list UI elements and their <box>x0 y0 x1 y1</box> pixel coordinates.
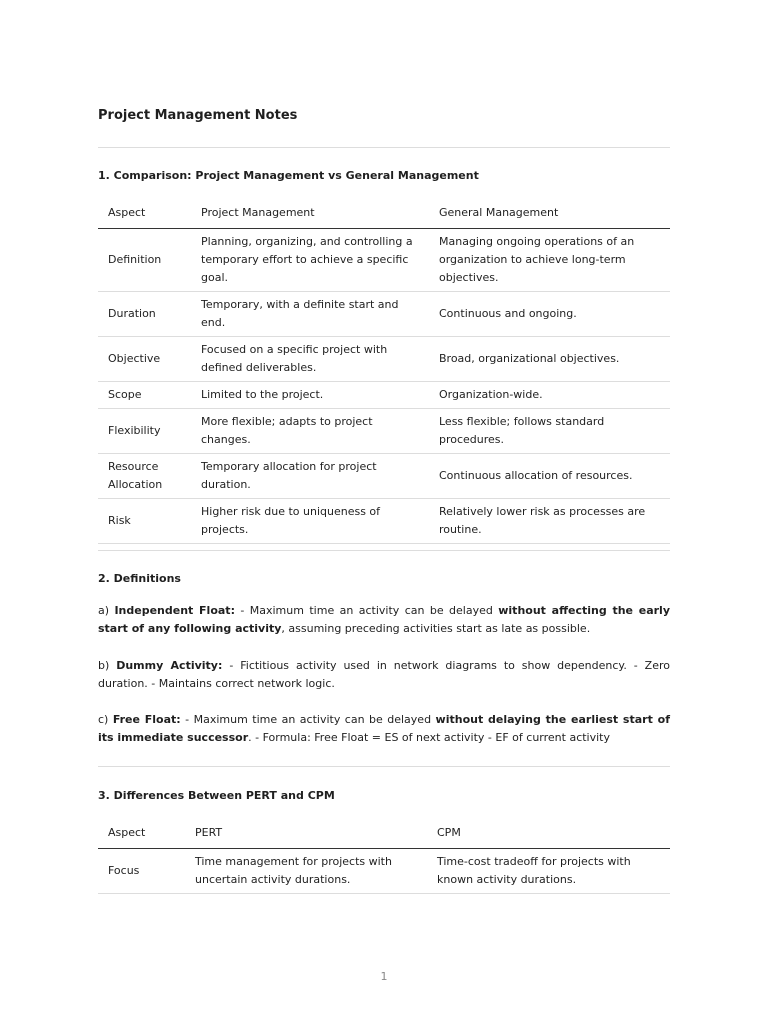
definition-dummy-activity <box>98 657 670 693</box>
definition-prefix: c) <box>98 713 113 726</box>
definition-free-float <box>98 711 670 747</box>
cpm-cell: Time-cost tradeoff for projects with known activity durations. <box>427 849 670 894</box>
project-management-cell: Limited to the project. <box>191 382 429 409</box>
definition-emphasis: without affecting the early start of any following activity <box>98 604 670 635</box>
pert-cpm-table <box>98 820 670 894</box>
general-management-cell: Less flexible; follows standard procedures. <box>429 409 670 454</box>
general-management-cell: Continuous and ongoing. <box>429 292 670 337</box>
column-header: Aspect <box>98 200 191 229</box>
column-header: Project Management <box>191 200 429 229</box>
divider <box>98 550 670 551</box>
project-management-cell: Temporary allocation for project duration. <box>191 454 429 499</box>
table-row <box>98 337 670 382</box>
definition-independent-float <box>98 602 670 638</box>
project-management-cell: Higher risk due to uniqueness of projects. <box>191 499 429 544</box>
general-management-cell: Managing ongoing operations of an organization to achieve long-term objectives. <box>429 229 670 292</box>
general-management-cell: Broad, organizational objectives. <box>429 337 670 382</box>
document-title: Project Management Notes <box>98 108 298 123</box>
section-1-heading: 1. Comparison: Project Management vs General Management <box>98 169 479 182</box>
column-header: General Management <box>429 200 670 229</box>
project-management-cell: More flexible; adapts to project changes. <box>191 409 429 454</box>
aspect-cell: Risk <box>98 499 191 544</box>
aspect-cell: Objective <box>98 337 191 382</box>
general-management-cell: Continuous allocation of resources. <box>429 454 670 499</box>
aspect-cell: Duration <box>98 292 191 337</box>
definition-text: - Maximum time an activity can be delayed <box>180 713 436 726</box>
definition-text: - Maximum time an activity can be delayed <box>234 604 499 617</box>
divider <box>98 766 670 767</box>
aspect-cell: Definition <box>98 229 191 292</box>
general-management-cell: Organization-wide. <box>429 382 670 409</box>
definition-term: Dummy Activity: <box>116 659 223 672</box>
table-row <box>98 292 670 337</box>
table-row <box>98 409 670 454</box>
column-header: Aspect <box>98 820 185 849</box>
table-row <box>98 849 670 894</box>
column-header: CPM <box>427 820 670 849</box>
section-2-heading: 2. Definitions <box>98 572 181 585</box>
comparison-table <box>98 200 670 544</box>
table-row <box>98 382 670 409</box>
definition-text-end: . - Formula: Free Float = ES of next activity - EF of current activity <box>248 731 610 744</box>
aspect-cell: Flexibility <box>98 409 191 454</box>
aspect-cell: Scope <box>98 382 191 409</box>
project-management-cell: Planning, organizing, and controlling a temporary effort to achieve a specific goal. <box>191 229 429 292</box>
definition-term: Independent Float: <box>114 604 235 617</box>
definition-emphasis: without delaying the earliest start of its immediate successor <box>98 713 670 744</box>
general-management-cell: Relatively lower risk as processes are routine. <box>429 499 670 544</box>
definition-text-end: , assuming preceding activities start as late as possible. <box>281 622 591 635</box>
project-management-cell: Temporary, with a definite start and end. <box>191 292 429 337</box>
project-management-cell: Focused on a specific project with defined deliverables. <box>191 337 429 382</box>
table-row <box>98 229 670 292</box>
table-row <box>98 499 670 544</box>
definition-prefix: b) <box>98 659 117 672</box>
divider <box>98 147 670 148</box>
definition-term: Free Float: <box>112 713 181 726</box>
page-number: 1 <box>380 970 388 983</box>
table-row <box>98 454 670 499</box>
definition-text: - Fictitious activity used in network diagrams to show dependency. - Zero duration. - Maintains correct network logic. <box>98 659 671 690</box>
aspect-cell: Resource Allocation <box>98 454 191 499</box>
table-header-row <box>98 820 670 849</box>
column-header: PERT <box>185 820 427 849</box>
pert-cell: Time management for projects with uncertain activity durations. <box>185 849 427 894</box>
definition-prefix: a) <box>98 604 115 617</box>
aspect-cell: Focus <box>98 849 185 894</box>
table-header-row <box>98 200 670 229</box>
section-3-heading: 3. Differences Between PERT and CPM <box>98 789 335 802</box>
